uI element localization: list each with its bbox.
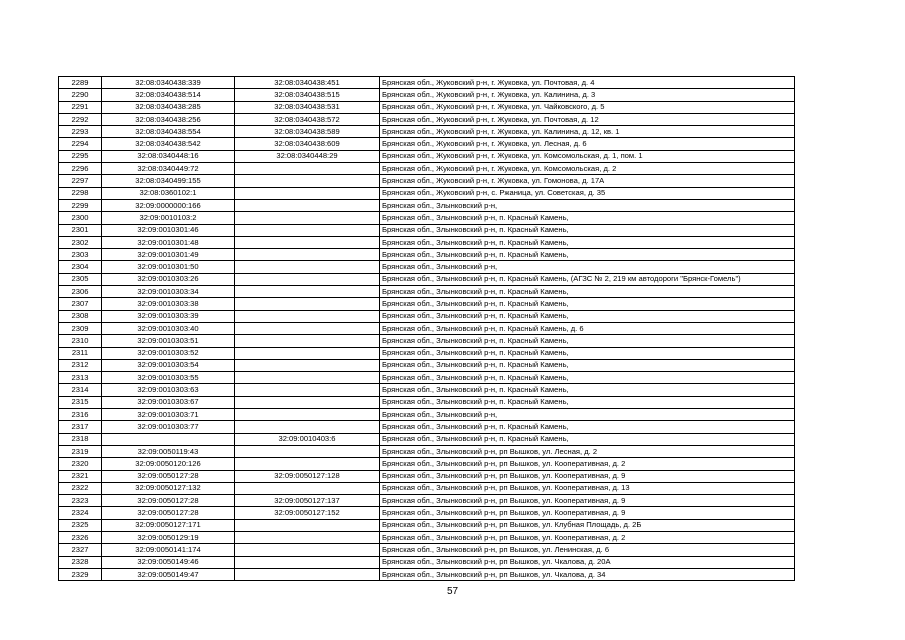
row-number-cell: 2299 xyxy=(59,199,102,211)
row-number-cell: 2295 xyxy=(59,150,102,162)
related-cadastral-number-cell xyxy=(235,347,380,359)
page-number: 57 xyxy=(446,586,459,597)
cadastral-number-cell xyxy=(102,433,235,445)
related-cadastral-number-cell: 32:09:0050127:152 xyxy=(235,507,380,519)
cadastral-number-cell: 32:08:0340438:542 xyxy=(102,138,235,150)
table-row xyxy=(59,212,795,224)
related-cadastral-number-cell xyxy=(235,482,380,494)
row-number-cell: 2298 xyxy=(59,187,102,199)
cadastral-number-cell: 32:09:0000000:166 xyxy=(102,199,235,211)
row-number-cell: 2304 xyxy=(59,261,102,273)
row-number-cell: 2318 xyxy=(59,433,102,445)
row-number-cell: 2307 xyxy=(59,298,102,310)
cadastral-number-cell: 32:09:0010303:71 xyxy=(102,409,235,421)
related-cadastral-number-cell xyxy=(235,322,380,334)
cadastral-number-cell: 32:09:0010303:67 xyxy=(102,396,235,408)
related-cadastral-number-cell: 32:08:0340438:589 xyxy=(235,126,380,138)
cadastral-number-cell: 32:09:0050120:126 xyxy=(102,458,235,470)
related-cadastral-number-cell xyxy=(235,261,380,273)
address-cell: Брянская обл., Злынковский р-н, рп Вышков, ул. Клубная Площадь, д. 2Б xyxy=(380,519,795,531)
table-row xyxy=(59,150,795,162)
table-row xyxy=(59,310,795,322)
related-cadastral-number-cell xyxy=(235,310,380,322)
cadastral-number-cell: 32:09:0010303:55 xyxy=(102,372,235,384)
related-cadastral-number-cell xyxy=(235,396,380,408)
address-cell: Брянская обл., Жуковский р-н, г. Жуковка, ул. Почтовая, д. 12 xyxy=(380,113,795,125)
table-row xyxy=(59,507,795,519)
table-row xyxy=(59,372,795,384)
address-cell: Брянская обл., Злынковский р-н, рп Вышков, ул. Кооперативная, д. 2 xyxy=(380,458,795,470)
row-number-cell: 2323 xyxy=(59,495,102,507)
row-number-cell: 2294 xyxy=(59,138,102,150)
cadastral-number-cell: 32:09:0050149:46 xyxy=(102,556,235,568)
related-cadastral-number-cell: 32:08:0340438:572 xyxy=(235,113,380,125)
address-cell: Брянская обл., Злынковский р-н, xyxy=(380,199,795,211)
address-cell: Брянская обл., Жуковский р-н, г. Жуковка, ул. Гомонова, д. 17А xyxy=(380,175,795,187)
address-cell: Брянская обл., Злынковский р-н, рп Вышков, ул. Ленинская, д. 6 xyxy=(380,544,795,556)
cadastral-number-cell: 32:08:0340448:16 xyxy=(102,150,235,162)
row-number-cell: 2293 xyxy=(59,126,102,138)
address-cell: Брянская обл., Злынковский р-н, п. Красный Камень, xyxy=(380,249,795,261)
address-cell: Брянская обл., Злынковский р-н, п. Красный Камень, xyxy=(380,396,795,408)
cadastral-number-cell: 32:09:0050141:174 xyxy=(102,544,235,556)
related-cadastral-number-cell xyxy=(235,249,380,261)
table-row xyxy=(59,556,795,568)
address-cell: Брянская обл., Злынковский р-н, рп Вышков, ул. Кооперативная, д. 9 xyxy=(380,507,795,519)
table-row xyxy=(59,470,795,482)
table-row xyxy=(59,531,795,543)
table-row xyxy=(59,77,795,89)
cadastral-number-cell: 32:08:0340438:339 xyxy=(102,77,235,89)
address-cell: Брянская обл., Злынковский р-н, рп Вышков, ул. Кооперативная, д. 13 xyxy=(380,482,795,494)
address-cell: Брянская обл., Злынковский р-н, п. Красный Камень, xyxy=(380,384,795,396)
table-row xyxy=(59,126,795,138)
cadastral-number-cell: 32:09:0010303:51 xyxy=(102,335,235,347)
cadastral-number-cell: 32:09:0010303:40 xyxy=(102,322,235,334)
table-row xyxy=(59,433,795,445)
table-row xyxy=(59,495,795,507)
table-row xyxy=(59,359,795,371)
address-cell: Брянская обл., Злынковский р-н, п. Красный Камень, xyxy=(380,310,795,322)
table-row xyxy=(59,236,795,248)
related-cadastral-number-cell xyxy=(235,384,380,396)
table-row xyxy=(59,298,795,310)
table-row xyxy=(59,384,795,396)
cadastral-number-cell: 32:09:0010303:63 xyxy=(102,384,235,396)
row-number-cell: 2309 xyxy=(59,322,102,334)
address-cell: Брянская обл., Злынковский р-н, рп Вышков, ул. Лесная, д. 2 xyxy=(380,445,795,457)
cadastral-number-cell: 32:08:0340438:554 xyxy=(102,126,235,138)
related-cadastral-number-cell xyxy=(235,531,380,543)
address-cell: Брянская обл., Злынковский р-н, п. Красный Камень, д. 6 xyxy=(380,322,795,334)
cadastral-number-cell: 32:08:0340449:72 xyxy=(102,163,235,175)
related-cadastral-number-cell xyxy=(235,298,380,310)
related-cadastral-number-cell xyxy=(235,236,380,248)
related-cadastral-number-cell xyxy=(235,372,380,384)
related-cadastral-number-cell xyxy=(235,175,380,187)
related-cadastral-number-cell xyxy=(235,568,380,580)
cadastral-number-cell: 32:09:0010301:50 xyxy=(102,261,235,273)
address-cell: Брянская обл., Злынковский р-н, п. Красный Камень, (АГЗС № 2, 219 км автодороги "Брянск-Гомель") xyxy=(380,273,795,285)
table-row xyxy=(59,175,795,187)
address-cell: Брянская обл., Жуковский р-н, с. Ржаница, ул. Советская, д. 35 xyxy=(380,187,795,199)
cadastral-number-cell: 32:09:0010301:49 xyxy=(102,249,235,261)
related-cadastral-number-cell xyxy=(235,458,380,470)
cadastral-number-cell: 32:09:0010303:34 xyxy=(102,286,235,298)
cadastral-number-cell: 32:09:0050127:28 xyxy=(102,470,235,482)
row-number-cell: 2306 xyxy=(59,286,102,298)
row-number-cell: 2302 xyxy=(59,236,102,248)
address-cell: Брянская обл., Злынковский р-н, xyxy=(380,409,795,421)
row-number-cell: 2320 xyxy=(59,458,102,470)
cadastral-number-cell: 32:08:0340438:256 xyxy=(102,113,235,125)
cadastral-number-cell: 32:08:0340438:285 xyxy=(102,101,235,113)
table-row xyxy=(59,409,795,421)
cadastral-number-cell: 32:09:0010103:2 xyxy=(102,212,235,224)
row-number-cell: 2326 xyxy=(59,531,102,543)
related-cadastral-number-cell xyxy=(235,544,380,556)
table-row xyxy=(59,273,795,285)
address-cell: Брянская обл., Злынковский р-н, п. Красный Камень, xyxy=(380,298,795,310)
row-number-cell: 2289 xyxy=(59,77,102,89)
related-cadastral-number-cell: 32:09:0010403:6 xyxy=(235,433,380,445)
cadastral-number-cell: 32:09:0010303:38 xyxy=(102,298,235,310)
address-cell: Брянская обл., Жуковский р-н, г. Жуковка, ул. Комсомольская, д. 1, пом. 1 xyxy=(380,150,795,162)
row-number-cell: 2319 xyxy=(59,445,102,457)
related-cadastral-number-cell xyxy=(235,359,380,371)
table-row xyxy=(59,568,795,580)
table-row xyxy=(59,261,795,273)
related-cadastral-number-cell xyxy=(235,519,380,531)
row-number-cell: 2308 xyxy=(59,310,102,322)
cadastral-number-cell: 32:09:0010303:39 xyxy=(102,310,235,322)
row-number-cell: 2316 xyxy=(59,409,102,421)
cadastral-number-cell: 32:09:0010303:26 xyxy=(102,273,235,285)
table-row xyxy=(59,396,795,408)
related-cadastral-number-cell xyxy=(235,273,380,285)
related-cadastral-number-cell xyxy=(235,556,380,568)
cadastral-number-cell: 32:09:0050127:132 xyxy=(102,482,235,494)
address-cell: Брянская обл., Злынковский р-н, рп Вышков, ул. Кооперативная, д. 9 xyxy=(380,470,795,482)
table-row xyxy=(59,101,795,113)
related-cadastral-number-cell: 32:08:0340448:29 xyxy=(235,150,380,162)
address-cell: Брянская обл., Злынковский р-н, рп Вышков, ул. Кооперативная, д. 2 xyxy=(380,531,795,543)
address-cell: Брянская обл., Злынковский р-н, п. Красный Камень, xyxy=(380,236,795,248)
table-row xyxy=(59,458,795,470)
related-cadastral-number-cell: 32:09:0050127:137 xyxy=(235,495,380,507)
cadastral-number-cell: 32:09:0010301:46 xyxy=(102,224,235,236)
table-row xyxy=(59,113,795,125)
address-cell: Брянская обл., Злынковский р-н, п. Красный Камень, xyxy=(380,372,795,384)
table-row xyxy=(59,445,795,457)
address-cell: Брянская обл., Злынковский р-н, п. Красный Камень, xyxy=(380,347,795,359)
address-cell: Брянская обл., Злынковский р-н, рп Вышков, ул. Кооперативная, д. 9 xyxy=(380,495,795,507)
related-cadastral-number-cell xyxy=(235,409,380,421)
related-cadastral-number-cell xyxy=(235,224,380,236)
related-cadastral-number-cell xyxy=(235,212,380,224)
cadastral-number-cell: 32:09:0050119:43 xyxy=(102,445,235,457)
row-number-cell: 2329 xyxy=(59,568,102,580)
address-cell: Брянская обл., Злынковский р-н, рп Вышков, ул. Чкалова, д. 34 xyxy=(380,568,795,580)
row-number-cell: 2310 xyxy=(59,335,102,347)
address-cell: Брянская обл., Злынковский р-н, рп Вышков, ул. Чкалова, д. 20А xyxy=(380,556,795,568)
related-cadastral-number-cell xyxy=(235,421,380,433)
row-number-cell: 2303 xyxy=(59,249,102,261)
cadastral-number-cell: 32:08:0340499:155 xyxy=(102,175,235,187)
cadastral-number-cell: 32:09:0050129:19 xyxy=(102,531,235,543)
address-cell: Брянская обл., Злынковский р-н, п. Красный Камень, xyxy=(380,224,795,236)
row-number-cell: 2311 xyxy=(59,347,102,359)
address-cell: Брянская обл., Злынковский р-н, п. Красный Камень, xyxy=(380,421,795,433)
table-row xyxy=(59,187,795,199)
table-row xyxy=(59,322,795,334)
address-cell: Брянская обл., Злынковский р-н, п. Красный Камень, xyxy=(380,335,795,347)
row-number-cell: 2325 xyxy=(59,519,102,531)
address-cell: Брянская обл., Злынковский р-н, п. Красный Камень, xyxy=(380,286,795,298)
address-cell: Брянская обл., Жуковский р-н, г. Жуковка, ул. Калинина, д. 3 xyxy=(380,89,795,101)
row-number-cell: 2291 xyxy=(59,101,102,113)
related-cadastral-number-cell xyxy=(235,163,380,175)
table-row xyxy=(59,138,795,150)
table-row xyxy=(59,249,795,261)
table-row xyxy=(59,335,795,347)
related-cadastral-number-cell xyxy=(235,187,380,199)
address-cell: Брянская обл., Жуковский р-н, г. Жуковка, ул. Чайковского, д. 5 xyxy=(380,101,795,113)
row-number-cell: 2322 xyxy=(59,482,102,494)
cadastral-number-cell: 32:09:0010303:77 xyxy=(102,421,235,433)
row-number-cell: 2305 xyxy=(59,273,102,285)
related-cadastral-number-cell: 32:08:0340438:609 xyxy=(235,138,380,150)
row-number-cell: 2296 xyxy=(59,163,102,175)
row-number-cell: 2314 xyxy=(59,384,102,396)
table-row xyxy=(59,163,795,175)
address-cell: Брянская обл., Жуковский р-н, г. Жуковка, ул. Почтовая, д. 4 xyxy=(380,77,795,89)
cadastral-number-cell: 32:09:0010301:48 xyxy=(102,236,235,248)
row-number-cell: 2313 xyxy=(59,372,102,384)
cadastral-number-cell: 32:09:0050149:47 xyxy=(102,568,235,580)
address-cell: Брянская обл., Злынковский р-н, п. Красный Камень, xyxy=(380,212,795,224)
cadastral-number-cell: 32:08:0360102:1 xyxy=(102,187,235,199)
table-row xyxy=(59,519,795,531)
table-body xyxy=(59,77,795,581)
address-cell: Брянская обл., Злынковский р-н, xyxy=(380,261,795,273)
row-number-cell: 2328 xyxy=(59,556,102,568)
table-row xyxy=(59,482,795,494)
cadastral-number-cell: 32:09:0050127:28 xyxy=(102,507,235,519)
table-row xyxy=(59,89,795,101)
cadastral-number-cell: 32:08:0340438:514 xyxy=(102,89,235,101)
cadastral-number-cell: 32:09:0050127:171 xyxy=(102,519,235,531)
address-cell: Брянская обл., Жуковский р-н, г. Жуковка, ул. Лесная, д. 6 xyxy=(380,138,795,150)
table-row xyxy=(59,421,795,433)
related-cadastral-number-cell: 32:08:0340438:515 xyxy=(235,89,380,101)
cadastral-number-cell: 32:09:0010303:52 xyxy=(102,347,235,359)
cadastral-table xyxy=(58,76,795,581)
address-cell: Брянская обл., Жуковский р-н, г. Жуковка, ул. Комсомольская, д. 2 xyxy=(380,163,795,175)
address-cell: Брянская обл., Злынковский р-н, п. Красный Камень, xyxy=(380,433,795,445)
table-row xyxy=(59,199,795,211)
address-cell: Брянская обл., Жуковский р-н, г. Жуковка, ул. Калинина, д. 12, кв. 1 xyxy=(380,126,795,138)
related-cadastral-number-cell: 32:09:0050127:128 xyxy=(235,470,380,482)
row-number-cell: 2321 xyxy=(59,470,102,482)
related-cadastral-number-cell: 32:08:0340438:451 xyxy=(235,77,380,89)
row-number-cell: 2297 xyxy=(59,175,102,187)
row-number-cell: 2292 xyxy=(59,113,102,125)
cadastral-number-cell: 32:09:0010303:54 xyxy=(102,359,235,371)
row-number-cell: 2300 xyxy=(59,212,102,224)
row-number-cell: 2312 xyxy=(59,359,102,371)
table-row xyxy=(59,224,795,236)
table-row xyxy=(59,544,795,556)
table-row xyxy=(59,347,795,359)
address-cell: Брянская обл., Злынковский р-н, п. Красный Камень, xyxy=(380,359,795,371)
row-number-cell: 2327 xyxy=(59,544,102,556)
related-cadastral-number-cell xyxy=(235,335,380,347)
related-cadastral-number-cell xyxy=(235,199,380,211)
row-number-cell: 2290 xyxy=(59,89,102,101)
row-number-cell: 2324 xyxy=(59,507,102,519)
related-cadastral-number-cell xyxy=(235,286,380,298)
related-cadastral-number-cell: 32:08:0340438:531 xyxy=(235,101,380,113)
row-number-cell: 2317 xyxy=(59,421,102,433)
row-number-cell: 2301 xyxy=(59,224,102,236)
row-number-cell: 2315 xyxy=(59,396,102,408)
related-cadastral-number-cell xyxy=(235,445,380,457)
table-row xyxy=(59,286,795,298)
cadastral-number-cell: 32:09:0050127:28 xyxy=(102,495,235,507)
